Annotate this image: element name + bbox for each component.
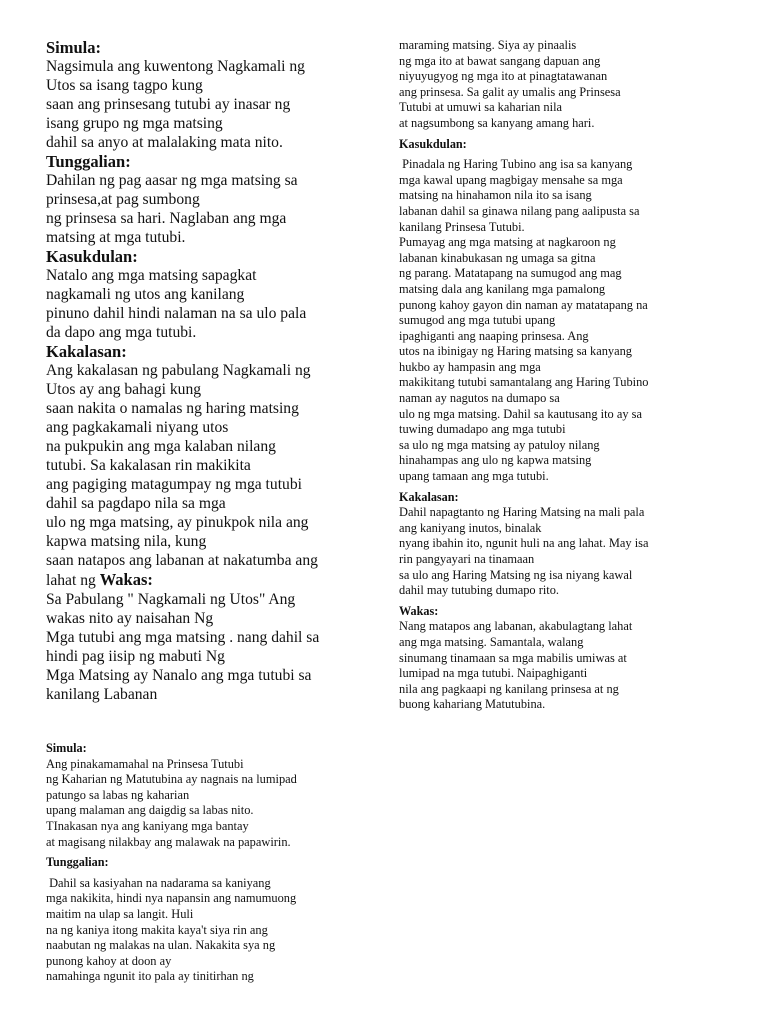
text-line: ng mga ito at bawat sangang dapuan ang <box>399 53 601 68</box>
story2-kasukdulan-heading: Kasukdulan: <box>399 136 467 151</box>
story2-continued-text <box>399 38 729 132</box>
text-line: sa ulo ng mga matsing ay patuloy nilang <box>399 437 600 452</box>
text-line: hinahampas ang ulo ng kapwa matsing <box>399 453 592 468</box>
text-line: sumugod ang mga tutubi upang <box>399 313 556 328</box>
text-line: Sa Pabulang " Nagkamali ng Utos" Ang <box>46 591 296 608</box>
story1-kasukdulan-heading: Kasukdulan: <box>46 247 138 266</box>
text-line: Pumayag ang mga matsing at nagkaroon ng <box>399 235 616 250</box>
text-line: Nagsimula ang kuwentong Nagkamali ng <box>46 58 305 75</box>
text-line: Tutubi at umuwi sa kaharian nila <box>399 100 563 115</box>
text-line: na pukpukin ang mga kalaban nilang <box>46 438 276 455</box>
story2-simula-heading: Simula: <box>46 741 87 755</box>
text-line: naabutan ng malakas na ulan. Nakakita sya ng <box>46 938 276 953</box>
text-line: buong kahariang Matutubina. <box>399 697 546 712</box>
text-line: saan nakita o namalas ng haring matsing <box>46 400 299 417</box>
text-line: matsing at mga tutubi. <box>46 229 186 246</box>
text-line: ang prinsesa. Sa galit ay umalis ang Prinsesa <box>399 84 621 99</box>
story1-block <box>46 38 366 704</box>
text-line: dahil sa pagdapo nila sa mga <box>46 495 226 512</box>
text-line: at nagsumbong sa kanyang amang hari. <box>399 115 595 130</box>
text-line: hukbo ay hampasin ang mga <box>399 359 541 374</box>
text-line: ng prinsesa sa hari. Naglaban ang mga <box>46 210 287 227</box>
text-line: upang tamaan ang mga tutubi. <box>399 469 549 484</box>
text-line: nila ang pagkaapi ng kanilang prinsesa at ng <box>399 681 619 696</box>
text-line: prinsesa,at pag sumbong <box>46 191 200 208</box>
text-line: kanilang Prinsesa Tutubi. <box>399 219 525 234</box>
text-line: labanan kinabukasan ng umaga sa gitna <box>399 250 596 265</box>
text-line: punong kahoy gayon din naman ay matatapang na <box>399 297 648 312</box>
text-line: ulo ng mga matsing. Dahil sa kautusang ito ay sa <box>399 406 642 421</box>
text-line: matsing dala ang kanilang mga pamalong <box>399 281 606 296</box>
text-line: na ng kaniya itong makita kaya't siya rin ang <box>46 922 268 937</box>
text-line: mga kawal upang magbigay mensahe sa mga <box>399 172 623 187</box>
text-line: niyuyugyog ng mga ito at pinagtatawanan <box>399 69 608 84</box>
text-line: Utos ay ang bahagi kung <box>46 381 202 398</box>
text-line: ng Kaharian ng Matutubina ay nagnais na lumipad <box>46 772 297 787</box>
text-line: pinuno dahil hindi nalaman na sa ulo pala <box>46 305 307 322</box>
text-line: matsing na hinahamon nila ito sa isang <box>399 188 592 203</box>
text-line: lumipad na mga tutubi. Naipaghiganti <box>399 666 588 681</box>
story2-tunggalian-heading: Tunggalian: <box>46 855 109 870</box>
text-line: ang pagkakamali niyang utos <box>46 419 229 436</box>
text-line: patungo sa labas ng kaharian <box>46 787 190 802</box>
story1-simula-heading: Simula: <box>46 38 102 57</box>
text-line: utos na ibinigay ng Haring matsing sa kanyang <box>399 344 632 359</box>
text-line: saan ang prinsesang tutubi ay inasar ng <box>46 96 291 113</box>
text-line: nagkamali ng utos ang kanilang <box>46 286 245 303</box>
story1-wakas-text <box>46 590 366 704</box>
story1-kakalasan-text <box>46 361 366 570</box>
text-line: ang pagiging matagumpay ng mga tutubi <box>46 476 302 493</box>
text-line: sa ulo ang Haring Matsing ng isa niyang kawal <box>399 567 633 582</box>
story2-kakalasan-text <box>399 505 729 599</box>
story2-left-block <box>46 741 366 985</box>
text-line: Mga Matsing ay Nanalo ang mga tutubi sa <box>46 667 312 684</box>
text-line: nyang ibahin ito, ngunit huli na ang lahat. May isa <box>399 536 649 551</box>
text-line: ipaghiganti ang naaping prinsesa. Ang <box>399 328 589 343</box>
story1-simula-text <box>46 57 366 152</box>
text-line: ng parang. Matatapang na sumugod ang mag <box>399 266 622 281</box>
story2-wakas-heading: Wakas: <box>399 603 439 618</box>
text-line: dahil sa anyo at malalaking mata nito. <box>46 134 283 151</box>
text-line: isang grupo ng mga matsing <box>46 115 223 132</box>
story2-right-block <box>399 38 729 713</box>
text-line: wakas nito ay naisahan Ng <box>46 610 214 627</box>
text-line: TInakasan nya ang kaniyang mga bantay <box>46 818 249 833</box>
text-line: ulo ng mga matsing, ay pinukpok nila ang <box>46 514 309 531</box>
story2-simula-text <box>46 757 366 851</box>
text-line: mga nakikita, hindi nya napansin ang namumuong <box>46 891 297 906</box>
story1-kakalasan-last-prefix: lahat ng <box>46 572 100 589</box>
story1-wakas-heading: Wakas: <box>99 570 153 589</box>
story1-kasukdulan-text <box>46 266 366 342</box>
text-line: kanilang Labanan <box>46 686 158 703</box>
text-line: punong kahoy at doon ay <box>46 953 172 968</box>
text-line: Pinadala ng Haring Tubino ang isa sa kanyang <box>399 157 633 172</box>
text-line: hindi pag iisip ng mabuti Ng <box>46 648 225 665</box>
text-line: da dapo ang mga tutubi. <box>46 324 197 341</box>
text-line: saan natapos ang labanan at nakatumba ang <box>46 552 318 569</box>
text-line: tutubi. Sa kakalasan rin makikita <box>46 457 251 474</box>
text-line: Dahil napagtanto ng Haring Matsing na mali pala <box>399 505 645 520</box>
text-line: upang malaman ang daigdig sa labas nito. <box>46 803 254 818</box>
text-line: at magisang nilakbay ang malawak na papawirin. <box>46 834 291 849</box>
text-line: sinumang tinamaan sa mga mabilis umiwas at <box>399 650 627 665</box>
story2-tunggalian-text <box>46 876 366 985</box>
story1-kakalasan-heading: Kakalasan: <box>46 342 127 361</box>
text-line: Natalo ang mga matsing sapagkat <box>46 267 257 284</box>
text-line: naman ay nagutos na dumapo sa <box>399 391 560 406</box>
text-line: namahinga ngunit ito pala ay tinitirhan ng <box>46 969 254 984</box>
text-line: makikitang tutubi samantalang ang Haring Tubino <box>399 375 649 390</box>
story2-kasukdulan-text <box>399 157 729 484</box>
text-line: Nang matapos ang labanan, akabulagtang lahat <box>399 619 633 634</box>
text-line: tuwing dumadapo ang mga tutubi <box>399 422 566 437</box>
text-line: Mga tutubi ang mga matsing . nang dahil sa <box>46 629 320 646</box>
text-line: Dahilan ng pag aasar ng mga matsing sa <box>46 172 298 189</box>
text-line: dahil may tutubing dumapo rito. <box>399 583 560 598</box>
text-line: maraming matsing. Siya ay pinaalis <box>399 38 577 52</box>
text-line: Ang kakalasan ng pabulang Nagkamali ng <box>46 362 311 379</box>
text-line: Utos sa isang tagpo kung <box>46 77 203 94</box>
text-line: kapwa matsing nila, kung <box>46 533 207 550</box>
story2-kakalasan-heading: Kakalasan: <box>399 489 459 504</box>
story1-tunggalian-text <box>46 171 366 247</box>
text-line: ang mga matsing. Samantala, walang <box>399 634 584 649</box>
text-line: rin pangyayari na tinamaan <box>399 552 535 566</box>
story1-tunggalian-heading: Tunggalian: <box>46 152 131 171</box>
story2-wakas-text <box>399 619 729 713</box>
text-line: Ang pinakamamahal na Prinsesa Tutubi <box>46 756 244 771</box>
story1-kakalasan-last-line <box>46 570 366 590</box>
text-line: ang kaniyang inutos, binalak <box>399 520 542 535</box>
text-line: Dahil sa kasiyahan na nadarama sa kaniyang <box>46 875 271 890</box>
text-line: labanan dahil sa ginawa nilang pang aalipusta sa <box>399 203 640 218</box>
text-line: maitim na ulap sa langit. Huli <box>46 906 194 921</box>
